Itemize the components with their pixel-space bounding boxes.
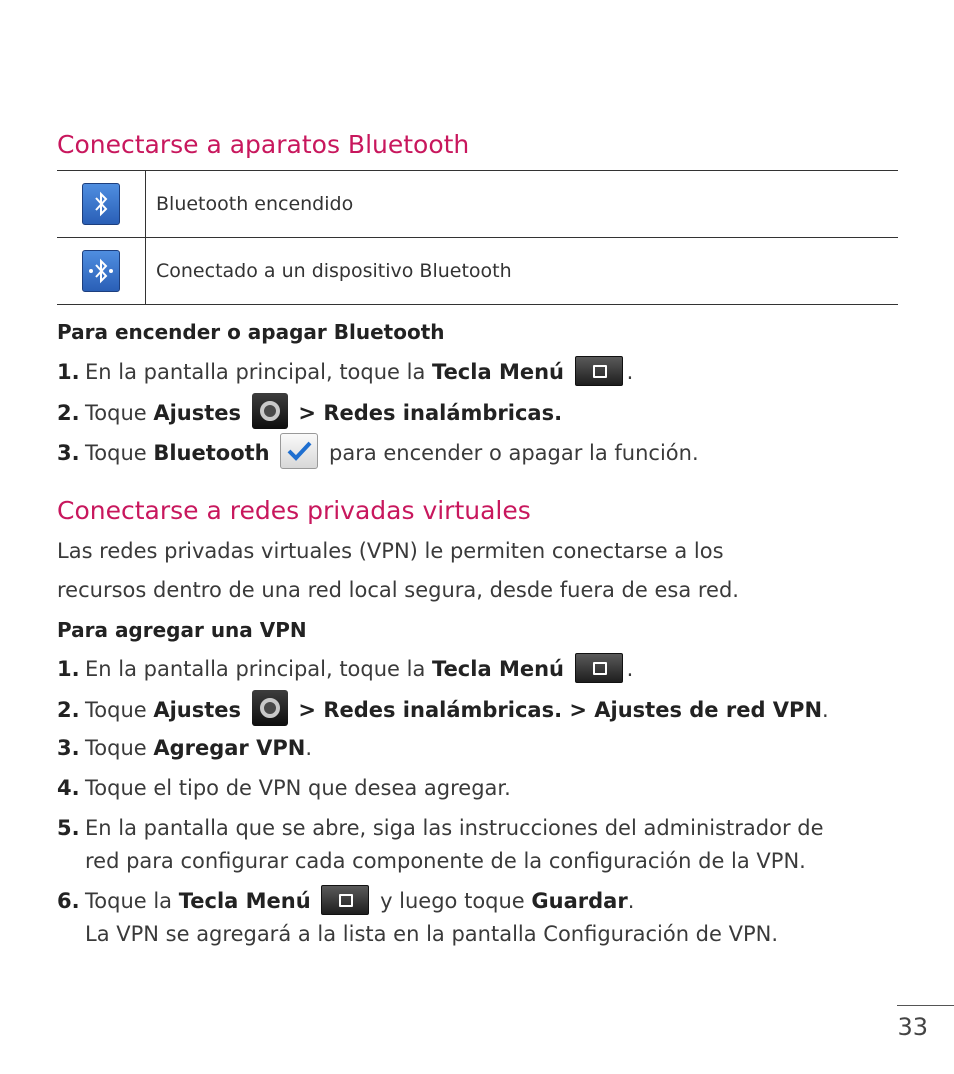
subheading-add-vpn: Para agregar una VPN (57, 618, 307, 642)
menu-key-icon (575, 356, 623, 386)
list-item: 6. Toque la Tecla Menú y luego toque Guardar. La VPN se agregará a la lista en la pantalla Configuración de VPN. (57, 885, 778, 950)
bluetooth-icon-table (57, 170, 898, 305)
subheading-toggle-bluetooth: Para encender o apagar Bluetooth (57, 320, 445, 344)
section-title-bluetooth: Conectarse a aparatos Bluetooth (57, 130, 470, 159)
icon-description: Conectado a un dispositivo Bluetooth (156, 260, 512, 282)
menu-key-icon (321, 885, 369, 915)
list-item: 1. En la pantalla principal, toque la Tecla Menú . (57, 653, 633, 686)
footer-divider (897, 1005, 954, 1006)
settings-gear-icon (252, 393, 288, 429)
page-number: 33 (897, 1013, 928, 1041)
section-title-vpn: Conectarse a redes privadas virtuales (57, 496, 531, 525)
table-row (57, 238, 898, 305)
table-row (57, 171, 898, 238)
bluetooth-connected-icon (82, 250, 120, 292)
list-item: 2. Toque Ajustes > Redes inalámbricas. > Ajustes de red VPN. (57, 693, 829, 729)
icon-description: Bluetooth encendido (156, 193, 354, 215)
list-item: 2. Toque Ajustes > Redes inalámbricas. (57, 396, 562, 432)
list-item: 1. En la pantalla principal, toque la Tecla Menú . (57, 356, 633, 389)
list-item: 3. Toque Bluetooth para encender o apagar la función. (57, 436, 699, 472)
list-item: 5. En la pantalla que se abre, siga las instrucciones del administrador de red para configurar cada componente de la configuración de la VPN. (57, 816, 824, 873)
checkbox-checked-icon (280, 433, 318, 469)
intro-paragraph: Las redes privadas virtuales (VPN) le permiten conectarse a los recursos dentro de una red local segura, desde fuera de esa red. (57, 539, 739, 602)
menu-key-icon (575, 653, 623, 683)
bluetooth-on-icon (82, 183, 120, 225)
list-item: 3. Toque Agregar VPN. (57, 736, 313, 760)
settings-gear-icon (252, 690, 288, 726)
list-item: 4. Toque el tipo de VPN que desea agregar. (57, 776, 511, 800)
